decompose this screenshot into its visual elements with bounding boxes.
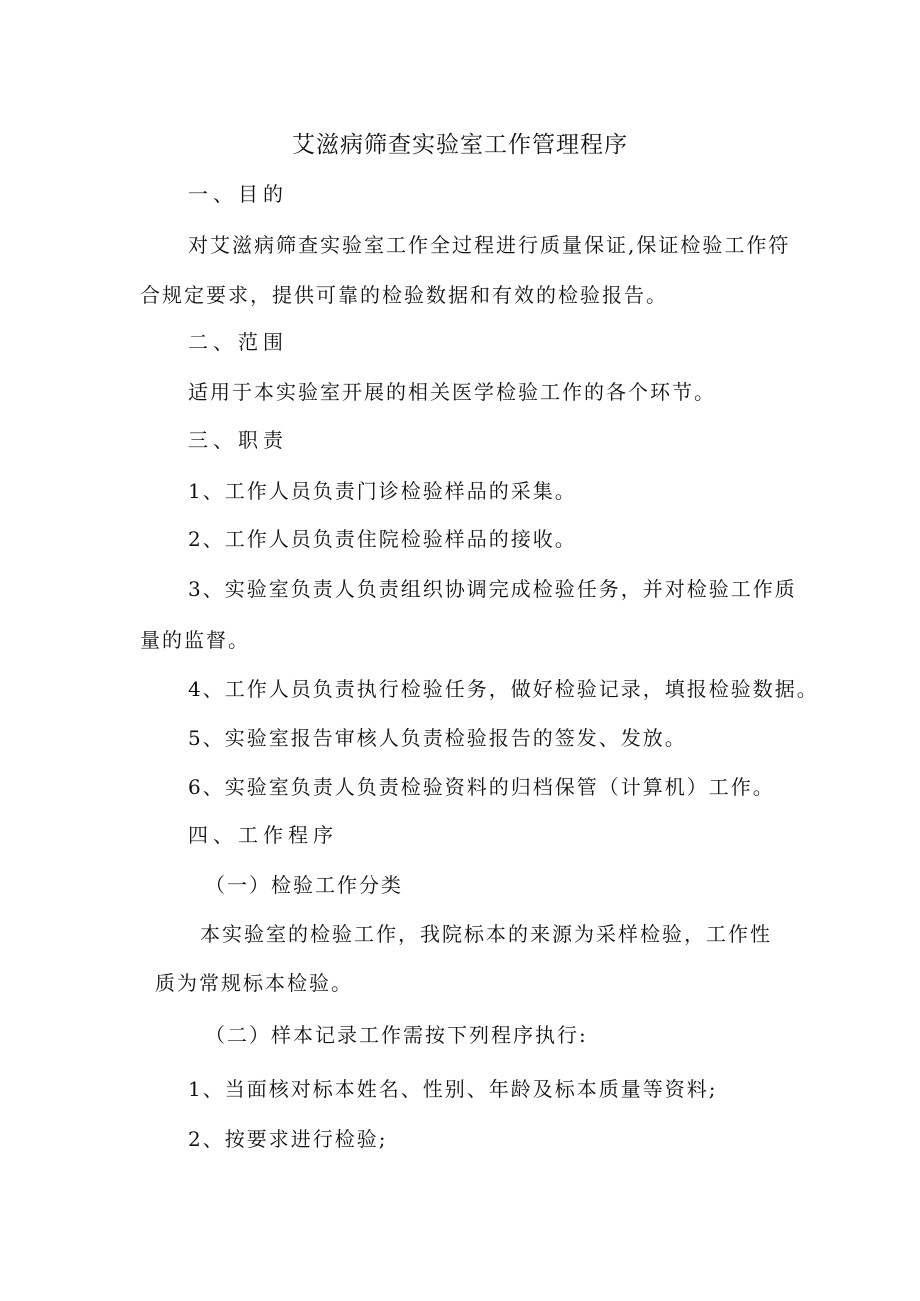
responsibility-item-3-line-1: 3、实验室负责人负责组织协调完成检验任务，并对检验工作质 xyxy=(188,577,797,601)
responsibility-item-2: 2、工作人员负责住院检验样品的接收。 xyxy=(188,527,577,551)
section-heading-scope: 二、范围 xyxy=(188,330,288,354)
procedure-sub1-line-2: 质为常规标本检验。 xyxy=(155,971,353,995)
responsibility-item-3-line-2: 量的监督。 xyxy=(140,628,250,652)
section-heading-procedure: 四、工作程序 xyxy=(188,823,338,847)
section-heading-purpose: 一、目的 xyxy=(188,182,288,206)
document-title: 艾滋病筛查实验室工作管理程序 xyxy=(292,132,628,158)
responsibility-item-6: 6、实验室负责人负责检验资料的归档保管（计算机）工作。 xyxy=(188,775,775,799)
procedure-step-2: 2、按要求进行检验; xyxy=(188,1127,388,1151)
purpose-paragraph-line-2: 合规定要求，提供可靠的检验数据和有效的检验报告。 xyxy=(140,283,668,307)
section-heading-responsibilities: 三、职责 xyxy=(188,428,288,452)
purpose-paragraph-line-1: 对艾滋病筛查实验室工作全过程进行质量保证,保证检验工作符 xyxy=(188,233,791,257)
procedure-subheading-1: （一）检验工作分类 xyxy=(205,873,403,897)
responsibility-item-1: 1、工作人员负责门诊检验样品的采集。 xyxy=(188,479,577,503)
procedure-step-1: 1、当面核对标本姓名、性别、年龄及标本质量等资料; xyxy=(188,1077,718,1101)
responsibility-item-5: 5、实验室报告审核人负责检验报告的签发、发放。 xyxy=(188,726,687,750)
procedure-sub1-line-1: 本实验室的检验工作，我院标本的来源为采样检验，工作性 xyxy=(200,922,772,946)
procedure-subheading-2: （二）样本记录工作需按下列程序执行: xyxy=(205,1023,588,1047)
responsibility-item-4: 4、工作人员负责执行检验任务，做好检验记录，填报检验数据。 xyxy=(188,677,819,701)
scope-paragraph: 适用于本实验室开展的相关医学检验工作的各个环节。 xyxy=(188,380,716,404)
